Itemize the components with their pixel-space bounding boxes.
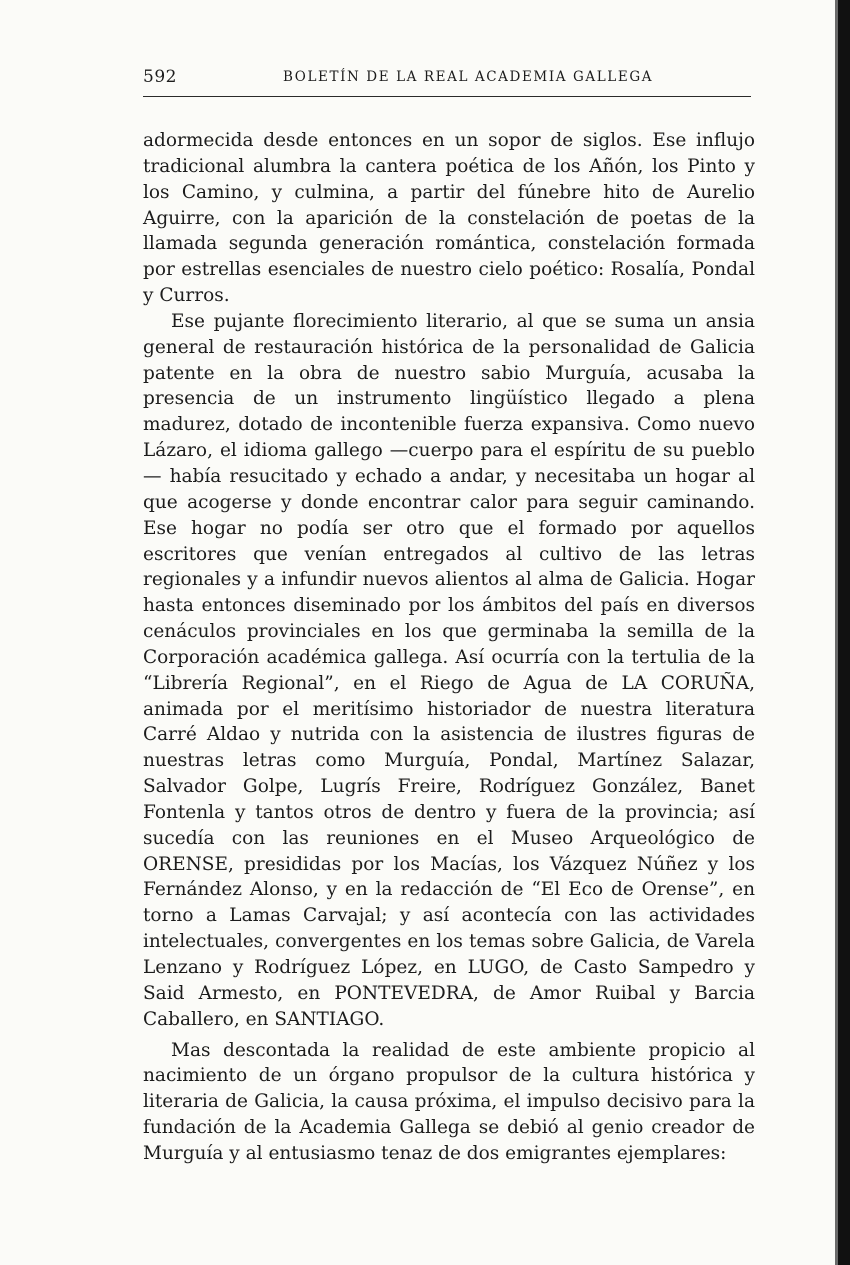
header-rule [143,96,751,97]
paragraph-3: Mas descontada la realidad de este ambiente propicio al nacimiento de un órgano propulsor de la cultura histórica y literaria de Galicia, la causa próxima, el impulso decisivo para la fundación de la Academia Gallega se debió al genio creador de Murguía y al entusiasmo tenaz de dos emigrantes ejemplares: [143,1039,755,1164]
page-number: 592 [143,67,177,87]
paragraph-1: adormecida desde entonces en un sopor de siglos. Ese influjo tradicional alumbra la cantera poética de los Añón, los Pinto y los Camino, y culmina, a partir del fúnebre hito de Aurelio Aguirre, con la aparición de la constelación de poetas de la llamada segunda generación romántica, constelación formada por estrellas esenciales de nuestro cielo poético: Rosalía, Pondal y Curros. [143,130,755,307]
page-body [143,128,755,1167]
paragraph-2: Ese pujante florecimiento literario, al que se suma un ansia general de restauración histórica de la personalidad de Galicia patente en la obra de nuestro sabio Murguía, acusaba la presencia de un instrumento lingüístico llegado a plena madurez, dotado de incontenible fuerza expansiva. Como nuevo Lázaro, el idioma gallego —cuerpo para el espíritu de su pueblo— había resucitado y echado a andar, y necesitaba un hogar al que acogerse y donde encontrar calor para seguir caminando. Ese hogar no podía ser otro que el formado por aquellos escritores que venían entregados al cultivo de las letras regionales y a infundir nuevos alientos al alma de Galicia. Hogar hasta entonces diseminado por los ámbitos del país en diversos cenáculos provinciales en los que germinaba la semilla de la Corporación académica gallega. Así ocurría con la tertulia de la “Librería Regional”, en el Riego de Agua de LA CORUÑA, animada por el meritísimo historiador de nuestra literatura Carré Aldao y nutrida con la asistencia de ilustres figuras de nuestras letras como Murguía, Pondal, Martínez Salazar, Salvador Golpe, Lugrís Freire, Rodríguez González, Banet Fontenla y tantos otros de dentro y fuera de la provincia; así sucedía con las reuniones en el Museo Arqueológico de ORENSE, presididas por los Macías, los Vázquez Núñez y los Fernández Alonso, y en la redacción de “El Eco de Orense”, en torno a Lamas Carvajal; y así acontecía con las actividades intelectuales, convergentes en los temas sobre Galicia, de Varela Lenzano y Rodríguez López, en LUGO, de Casto Sampedro y Said Armesto, en PONTEVEDRA, de Amor Ruibal y Barcia Caballero, en SANTIAGO. [143,310,755,1030]
running-title: BOLETÍN DE LA REAL ACADEMIA GALLEGA [283,69,654,85]
scan-border [838,0,850,1265]
page-header [143,64,751,98]
